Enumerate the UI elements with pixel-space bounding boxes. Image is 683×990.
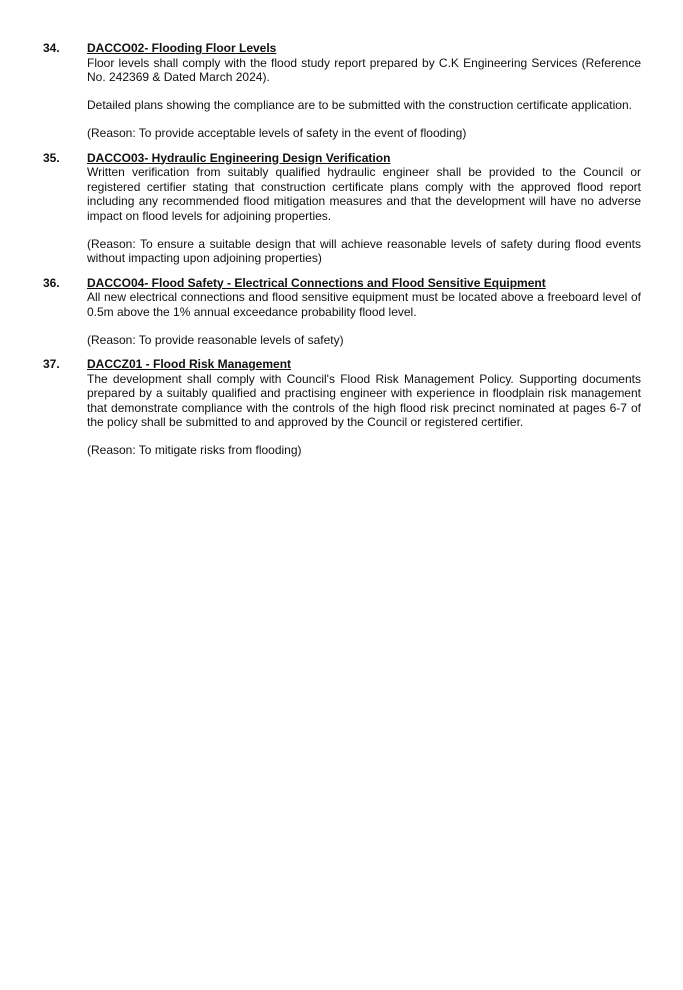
- condition-reason: (Reason: To provide reasonable levels of safety): [87, 332, 344, 347]
- condition-body: [87, 41, 641, 141]
- condition-reason: (Reason: To provide acceptable levels of safety in the event of flooding): [87, 126, 467, 140]
- condition-title: DACCZ01 - Flood Risk Management: [87, 357, 292, 371]
- condition-reason: (Reason: To mitigate risks from flooding): [87, 443, 302, 457]
- condition-item: [0, 357, 683, 458]
- condition-paragraph: The development shall comply with Council's Flood Risk Management Policy. Supporting documents prepared by a suitably qualified and practising engineer with experience in floodplain risk management that demonstrate compliance with the controls of the high flood risk precinct nominated at pages 6-7 of the policy shall be submitted to and approved by the Council or registered certifier.: [87, 371, 641, 429]
- condition-number: 36.: [43, 275, 60, 290]
- conditions-list: [0, 41, 683, 468]
- condition-reason: (Reason: To ensure a suitable design that will achieve reasonable levels of safety during flood events without impacting upon adjoining properties): [87, 236, 641, 265]
- condition-body: [87, 151, 641, 266]
- condition-item: [0, 41, 683, 141]
- condition-number: 35.: [43, 150, 60, 165]
- condition-title: DACCO04- Flood Safety - Electrical Connections and Flood Sensitive Equipment: [87, 275, 546, 290]
- condition-paragraph: All new electrical connections and flood sensitive equipment must be located above a freeboard level of 0.5m above the 1% annual exceedance probability flood level.: [87, 290, 641, 319]
- condition-item: [0, 276, 683, 348]
- condition-paragraph: Floor levels shall comply with the flood study report prepared by C.K Engineering Services (Reference No. 242369 & Dated March 2024).: [87, 55, 641, 84]
- condition-paragraph: Detailed plans showing the compliance are to be submitted with the construction certificate application.: [87, 98, 632, 112]
- condition-number: 34.: [43, 41, 60, 55]
- condition-paragraph: Written verification from suitably qualified hydraulic engineer shall be provided to the Council or registered certifier stating that construction certificate plans comply with the approved flood report including any recommended flood mitigation measures and that the development will have no adverse impact on flood levels for adjoining properties.: [87, 165, 641, 223]
- condition-body: [87, 357, 641, 458]
- condition-item: [0, 151, 683, 266]
- condition-number: 37.: [43, 357, 60, 371]
- condition-title: DACCO02- Flooding Floor Levels: [87, 41, 277, 55]
- condition-title: DACCO03- Hydraulic Engineering Design Verification: [87, 150, 391, 165]
- condition-body: [87, 276, 641, 348]
